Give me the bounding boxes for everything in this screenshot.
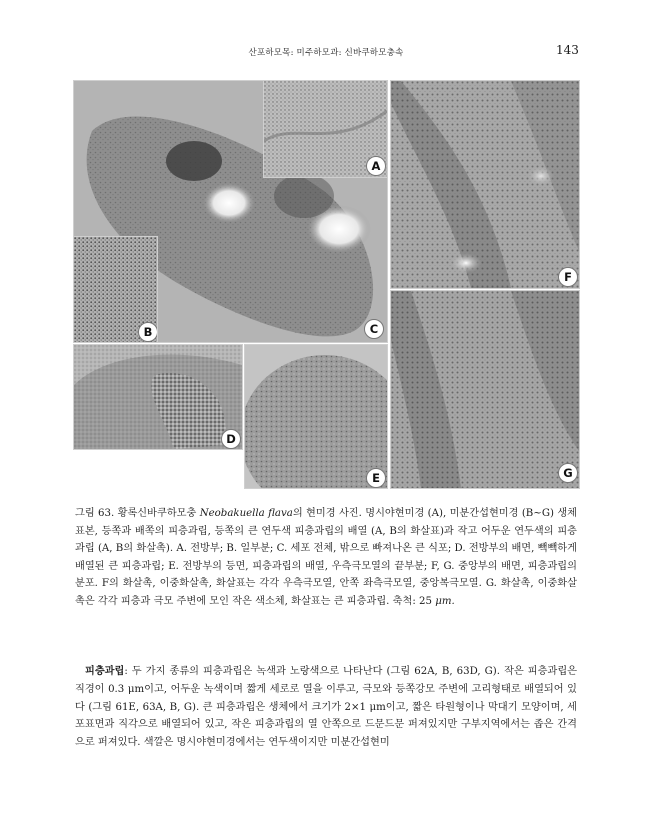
micrograph-panel-a xyxy=(263,80,388,178)
body-term: 피층과립 xyxy=(85,665,125,677)
caption-unit: μm. xyxy=(435,595,455,607)
panel-label-b: B xyxy=(138,322,158,342)
micrograph-e-image xyxy=(245,345,387,488)
panel-label-d: D xyxy=(221,429,241,449)
micrograph-g-image xyxy=(391,291,579,488)
panel-label-a: A xyxy=(366,156,386,176)
running-header: 산포하모목: 미주하모과: 신바쿠하모충속 xyxy=(248,48,404,58)
panel-label-f: F xyxy=(558,267,578,287)
caption-lead: 그림 63. 황록신바쿠하모충 xyxy=(75,508,200,519)
micrograph-panel-g xyxy=(390,290,580,489)
panel-label-c: C xyxy=(364,319,384,339)
micrograph-panel-e xyxy=(244,344,388,489)
body-text: : 두 가지 종류의 피층과립은 녹색과 노랑색으로 나타난다 (그림 62A, B, 63D, G). 작은 피층과립은 직경이 0.3 μm이고, 어두운 녹색이며 짧게 세로로 열을 이루고, 극모와 등쪽강모 주변에 고리형태로 배열되어 있다 (그림 61E, 63A, B, G). 큰 피층과립은 생체에서 크기가 2×1 μm이고, 짧은 타원형이나 막대기 모양이며, 세포표면과 직각으로 배열되어 있고, 작은 피층과립의 열 안쪽으로 드문드문 퍼져있지만 구부지역에서는 좁은 간격으로 퍼져있다. 색깔은 명시야현미경에서는 연두색이지만 미분간섭현미 xyxy=(75,666,577,749)
page-number: 143 xyxy=(556,43,579,57)
panel-label-e: E xyxy=(366,468,386,488)
micrograph-panel-f xyxy=(390,80,580,289)
panel-label-g: G xyxy=(558,463,578,483)
micrograph-d-image xyxy=(74,345,242,449)
micrograph-f-image xyxy=(391,81,579,288)
figure-caption xyxy=(75,505,577,611)
caption-body: 의 현미경 사진. 명시야현미경 (A), 미분간섭현미경 (B~G) 생체 표본, 등쪽과 배쪽의 피층과립, 등쪽의 큰 연두색 피층과립의 배열 (A, B의 화살표)과 작고 어두운 연두색의 피층과립 (A, B의 화살촉). A. 전방부; B. 일부분; C. 세포 전체, 밖으로 빠져나온 큰 식포; D. 전방부의 배면, 빽빽하게 배열된 큰 피층과립; E. 전방부의 등면, 피층과립의 배열, 우측극모열의 끝부분; F, G. 중앙부의 배면, 피층과립의 분포. F의 화살촉, 이중화살촉, 화살표는 각각 우측극모열, 안쪽 좌측극모열, 중앙복극모열. G. 화살촉, 이중화살촉은 각각 피층과 극모 주변에 모인 작은 색소체, 화살표는 큰 피층과립. 축척: 25 xyxy=(75,508,578,607)
micrograph-panel-d xyxy=(73,344,243,450)
micrograph-panel-b xyxy=(73,236,158,343)
species-name: Neobakuella flava xyxy=(199,508,293,519)
body-paragraph xyxy=(75,663,577,752)
